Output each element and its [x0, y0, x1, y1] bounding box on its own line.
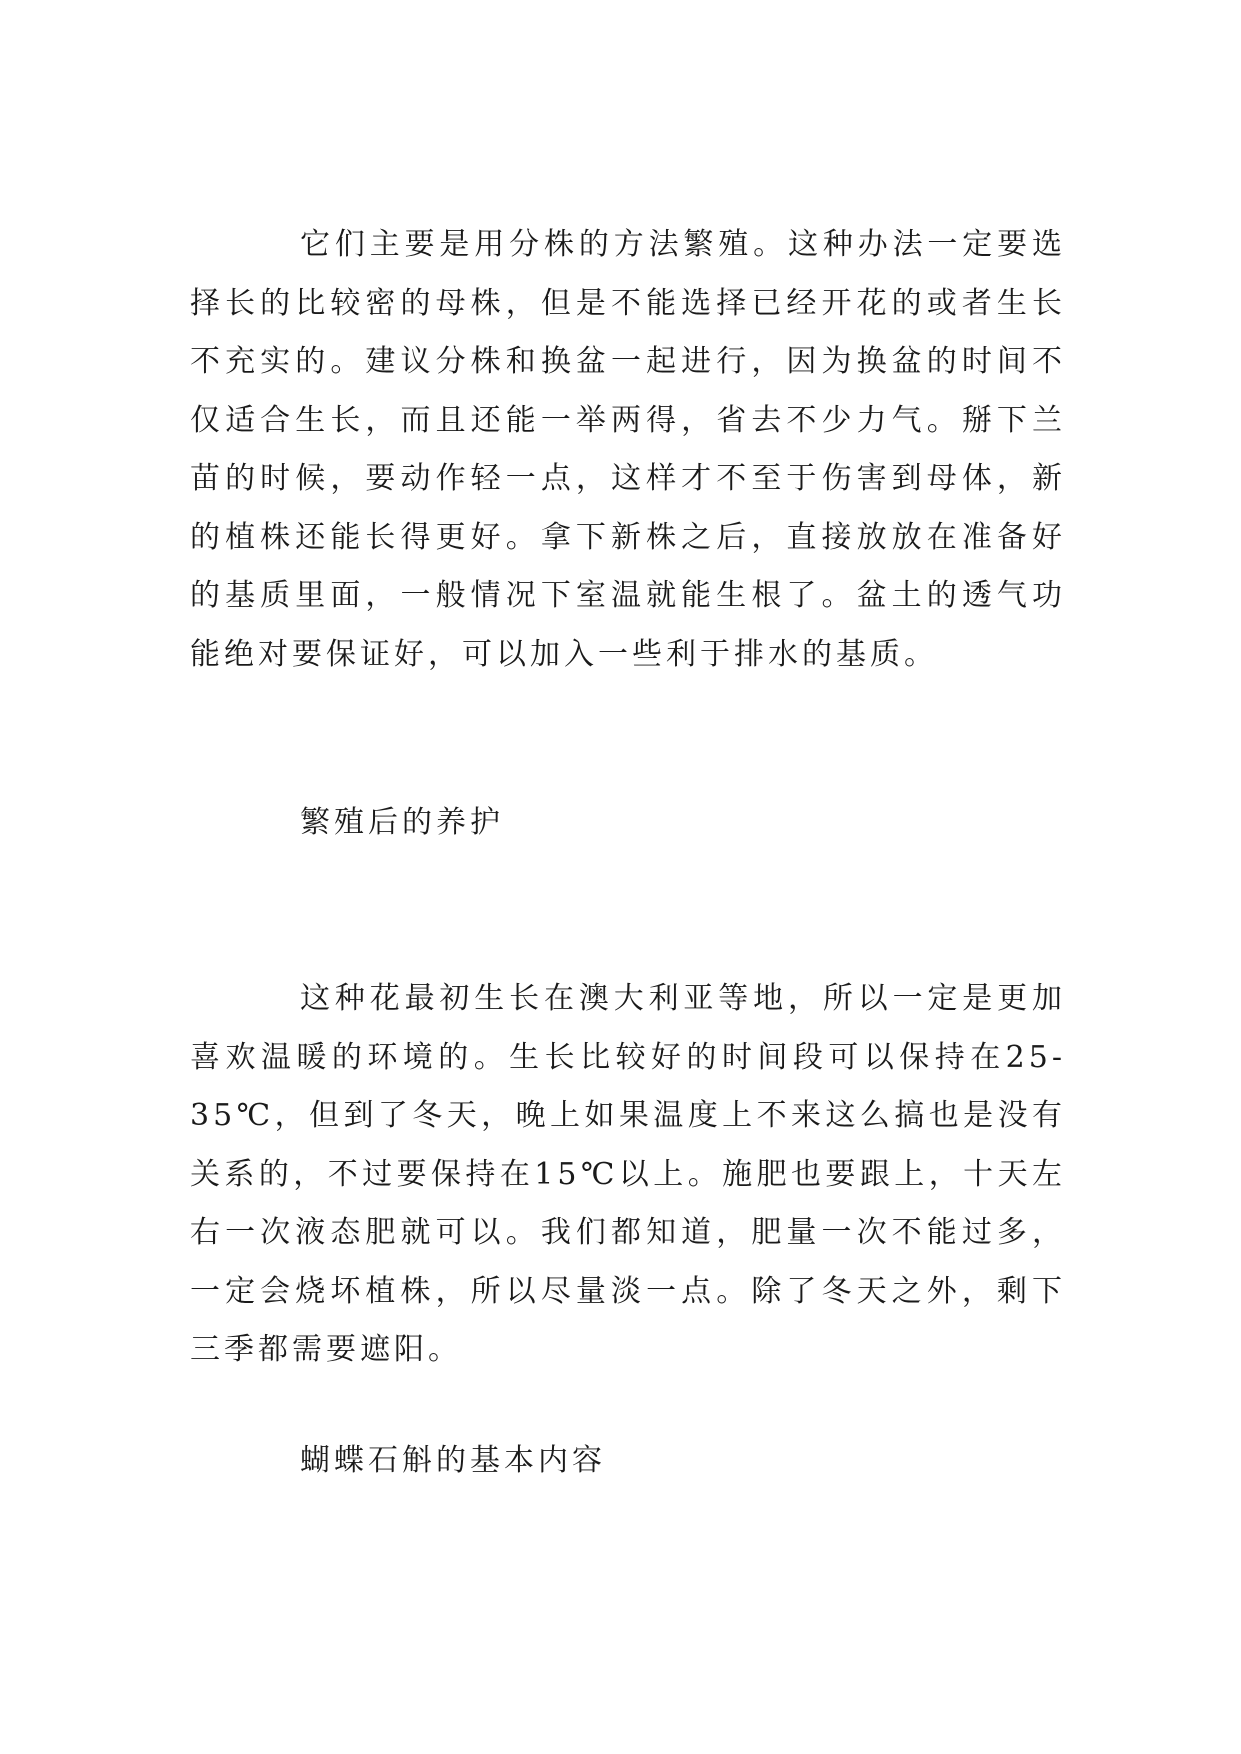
- body-paragraph-propagation: 它们主要是用分株的方法繁殖。这种办法一定要选择长的比较密的母株，但是不能选择已经开花的或者生长不充实的。建议分株和换盆一起进行，因为换盆的时间不仅适合生长，而且还能一举两得，省去不少力气。掰下兰苗的时候，要动作轻一点，这样才不至于伤害到母体，新的植株还能长得更好。拿下新株之后，直接放放在准备好的基质里面，一般情况下室温就能生根了。盆土的透气功能绝对要保证好，可以加入一些利于排水的基质。: [190, 227, 1066, 672]
- body-paragraph-care: 这种花最初生长在澳大利亚等地，所以一定是更加喜欢温暖的环境的。生长比较好的时间段可以保持在25-35℃，但到了冬天，晚上如果温度上不来这么搞也是没有关系的，不过要保持在15℃以上。施肥也要跟上，十天左右一次液态肥就可以。我们都知道，肥量一次不能过多，一定会烧坏植株，所以尽量淡一点。除了冬天之外，剩下三季都需要遮阳。: [190, 981, 1066, 1367]
- section-heading-basic-info: 蝴蝶石斛的基本内容: [300, 1443, 606, 1478]
- section-heading-care-after-propagation: 繁殖后的养护: [300, 805, 504, 840]
